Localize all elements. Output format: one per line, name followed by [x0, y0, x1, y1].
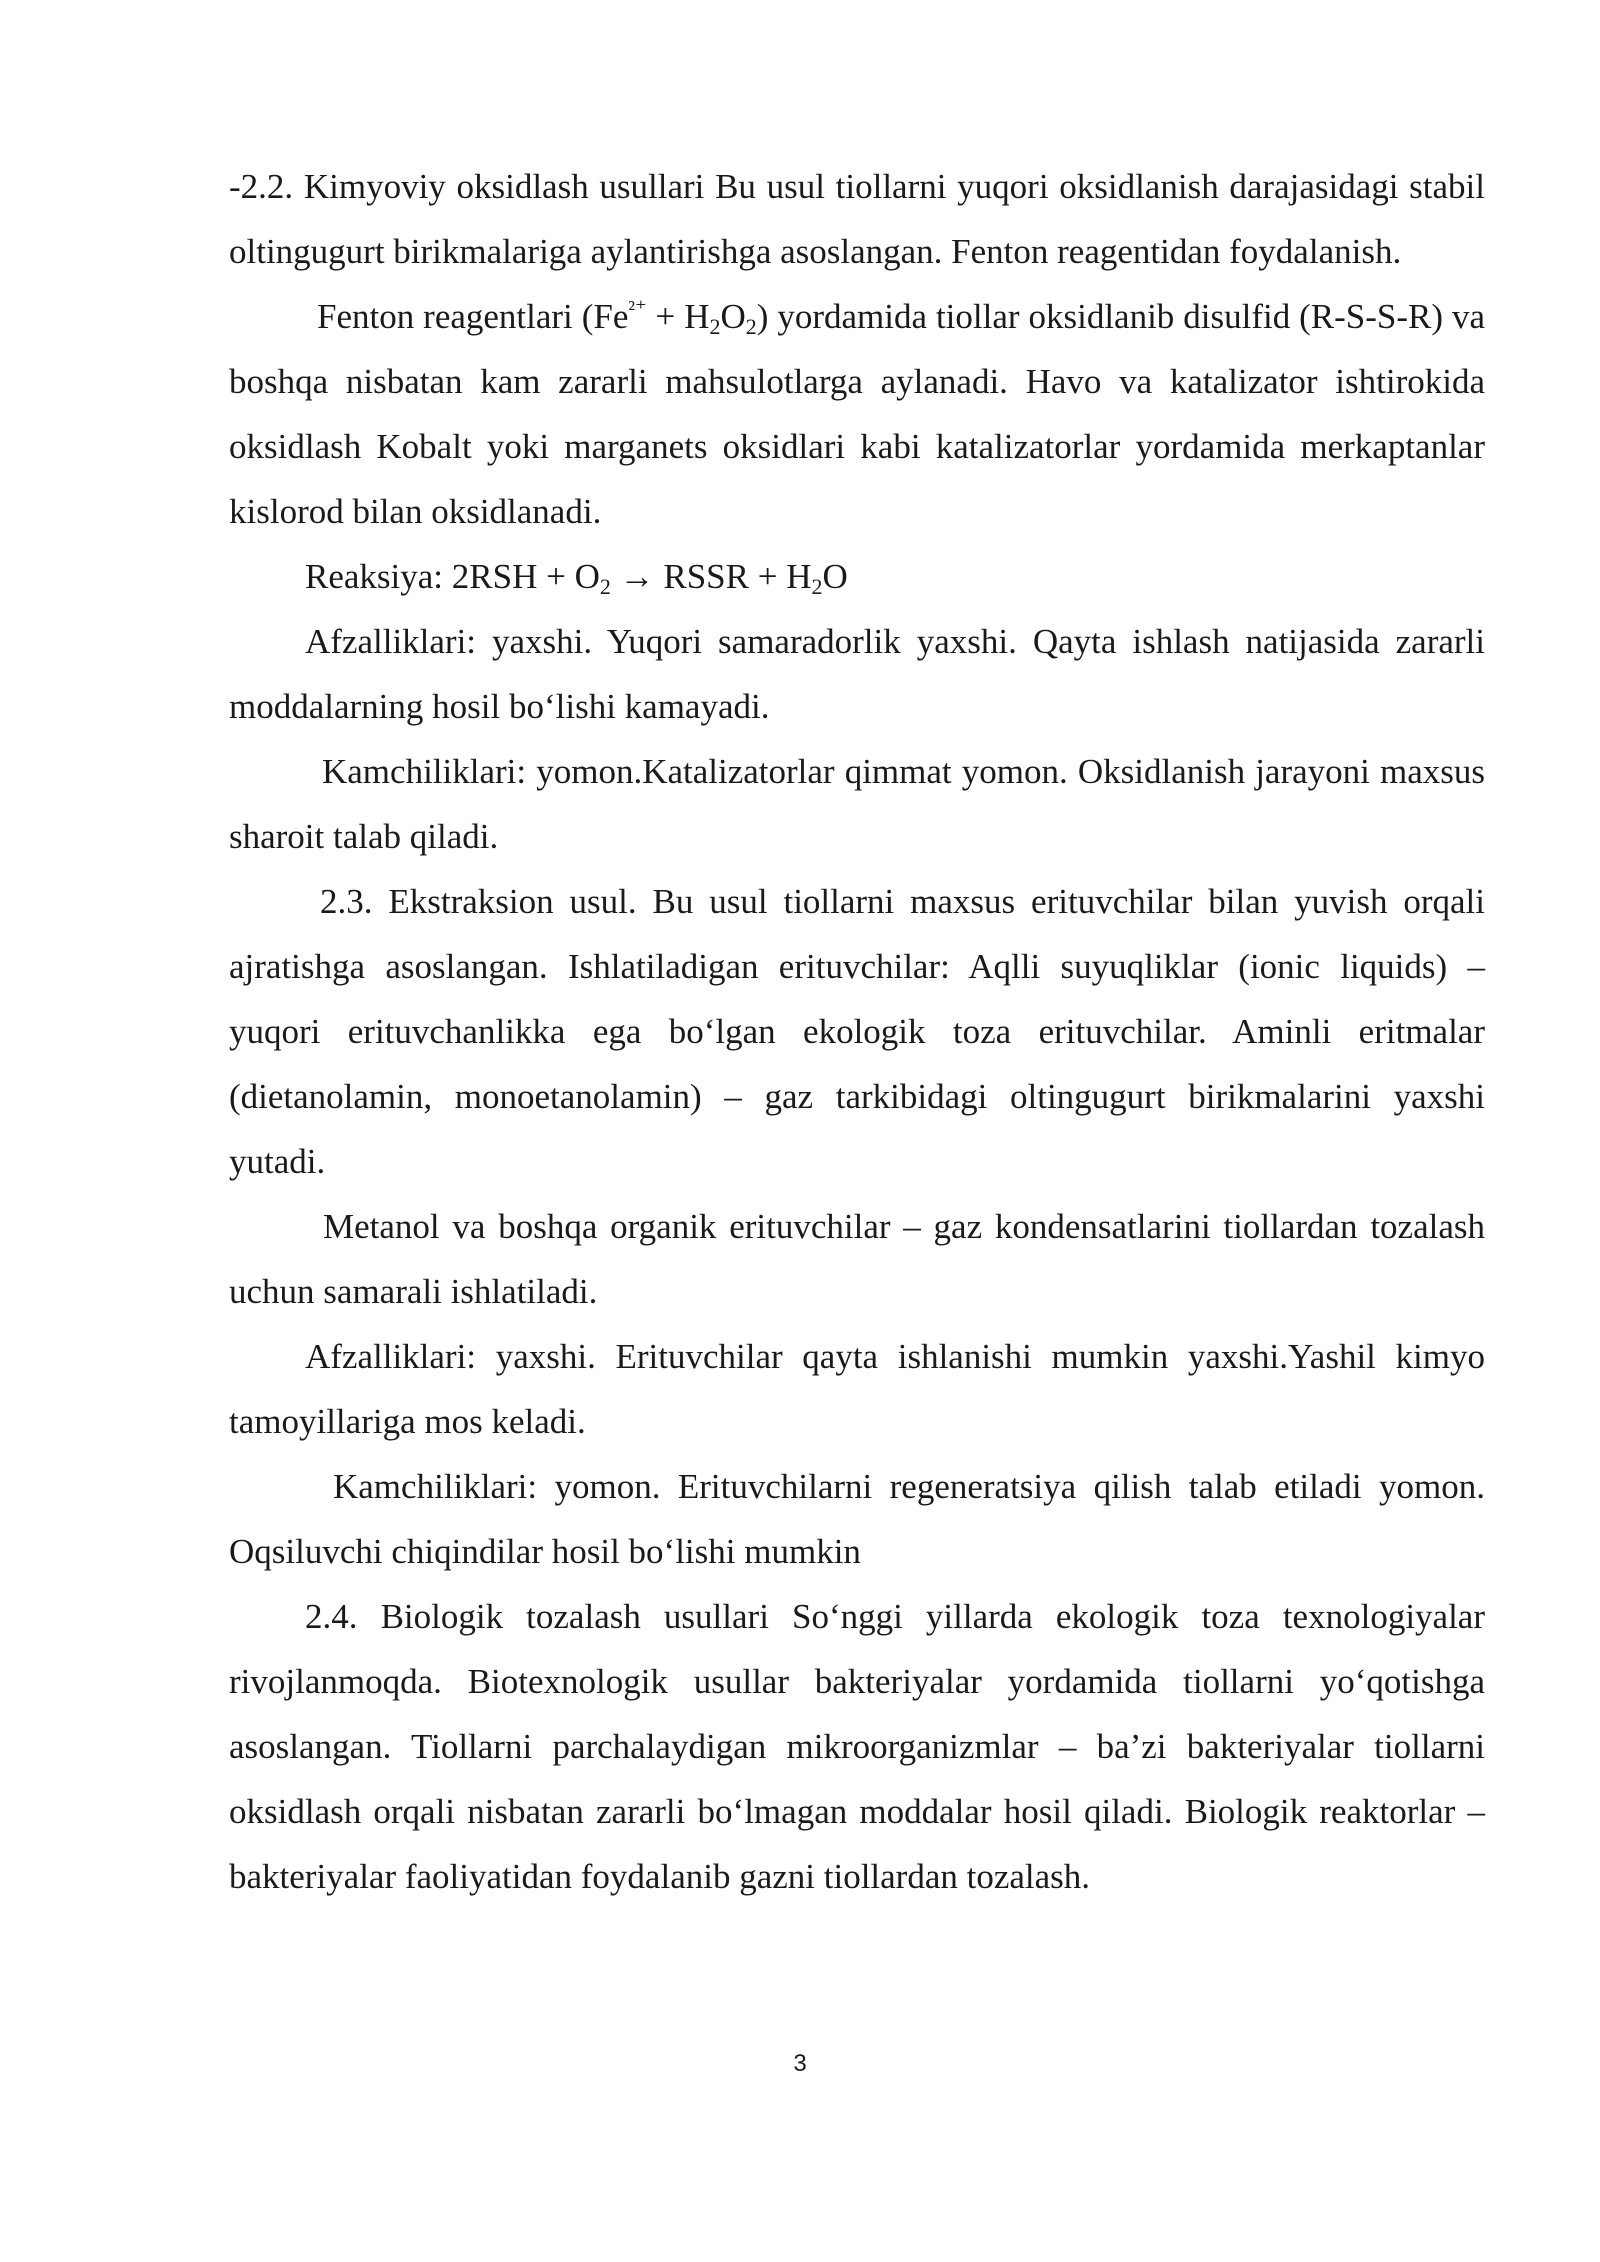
fenton-o-subscript: 2 — [745, 314, 757, 339]
fenton-h-subscript: 2 — [709, 314, 721, 339]
reaction-o-subscript: 2 — [599, 574, 611, 599]
paragraph-disadvantages-extraction: Kamchiliklari: yomon. Erituvchilarni regeneratsiya qilish talab etiladi yomon. Oqsiluvchi chiqindilar hosil bo‘lishi mumkin — [229, 1467, 1485, 1571]
paragraph-disadvantages-oxidation: Kamchiliklari: yomon.Katalizatorlar qimmat yomon. Oksidlanish jarayoni maxsus sharoit talab qiladi. — [229, 752, 1485, 856]
reaction-text-1: Reaksiya: 2RSH + O — [305, 557, 600, 596]
paragraph-extraction-method: 2.3. Ekstraksion usul. Bu usul tiollarni maxsus erituvchilar bilan yuvish orqali ajratishga asoslangan. Ishlatiladigan erituvchilar: Aqlli suyuqliklar (ionic liquids) – yuqori erituvchanlikka ega bo‘lgan ekologik toza erituvchilar. Aminli eritmalar (dietanolamin, monoetanolamin) – gaz tarkibidagi oltingugurt birikmalarini yaxshi yutadi. — [229, 882, 1485, 1181]
reaction-text-2: → RSSR + H — [610, 557, 812, 596]
paragraph-advantages-oxidation: Afzalliklari: yaxshi. Yuqori samaradorlik yaxshi. Qayta ishlash natijasida zararli moddalarning hosil bo‘lishi kamayadi. — [229, 622, 1485, 726]
document-page — [229, 154, 1485, 1909]
paragraph-chemical-oxidation: -2.2. Kimyoviy oksidlash usullari Bu usul tiollarni yuqori oksidlanish darajasidagi stabil oltingugurt birikmalariga aylantirishga asoslangan. Fenton reagentidan foydalanish. — [229, 167, 1485, 271]
fenton-fe-charge: ²⁺ — [628, 296, 647, 321]
paragraph-methanol-solvents: Metanol va boshqa organik erituvchilar – gaz kondensatlarini tiollardan tozalash uchun samarali ishlatiladi. — [229, 1207, 1485, 1311]
fenton-text-3: O — [720, 297, 746, 336]
reaction-h-subscript: 2 — [811, 574, 823, 599]
page-number: 3 — [793, 2050, 807, 2077]
fenton-text-4: ) yordamida tiollar oksidlanib disulfid (R-S-S-R) va boshqa nisbatan kam zararli mahsulotlarga aylanadi. Havo va katalizator ishtirokida oksidlash Kobalt yoki marganets oksidlari kabi katalizatorlar yordamida merkaptanlar kislorod bilan oksidlanadi. — [229, 297, 1485, 531]
reaction-equation — [229, 544, 1485, 609]
fenton-text-2: + H — [646, 297, 710, 336]
reaction-text-3: O — [822, 557, 848, 596]
paragraph-fenton-reagents — [229, 284, 1485, 544]
paragraph-biological-cleaning: 2.4. Biologik tozalash usullari So‘nggi yillarda ekologik toza texnologiyalar rivojlanmoqda. Biotexnologik usullar bakteriyalar yordamida tiollarni yo‘qotishga asoslangan. Tiollarni parchalaydigan mikroorganizmlar – ba’zi bakteriyalar tiollarni oksidlash orqali nisbatan zararli bo‘lmagan moddalar hosil qiladi. Biologik reaktorlar – bakteriyalar faoliyatidan foydalanib gazni tiollardan tozalash. — [229, 1597, 1485, 1896]
paragraph-advantages-extraction: Afzalliklari: yaxshi. Erituvchilar qayta ishlanishi mumkin yaxshi.Yashil kimyo tamoyillariga mos keladi. — [229, 1337, 1485, 1441]
fenton-text-1: Fenton reagentlari (Fe — [317, 297, 629, 336]
